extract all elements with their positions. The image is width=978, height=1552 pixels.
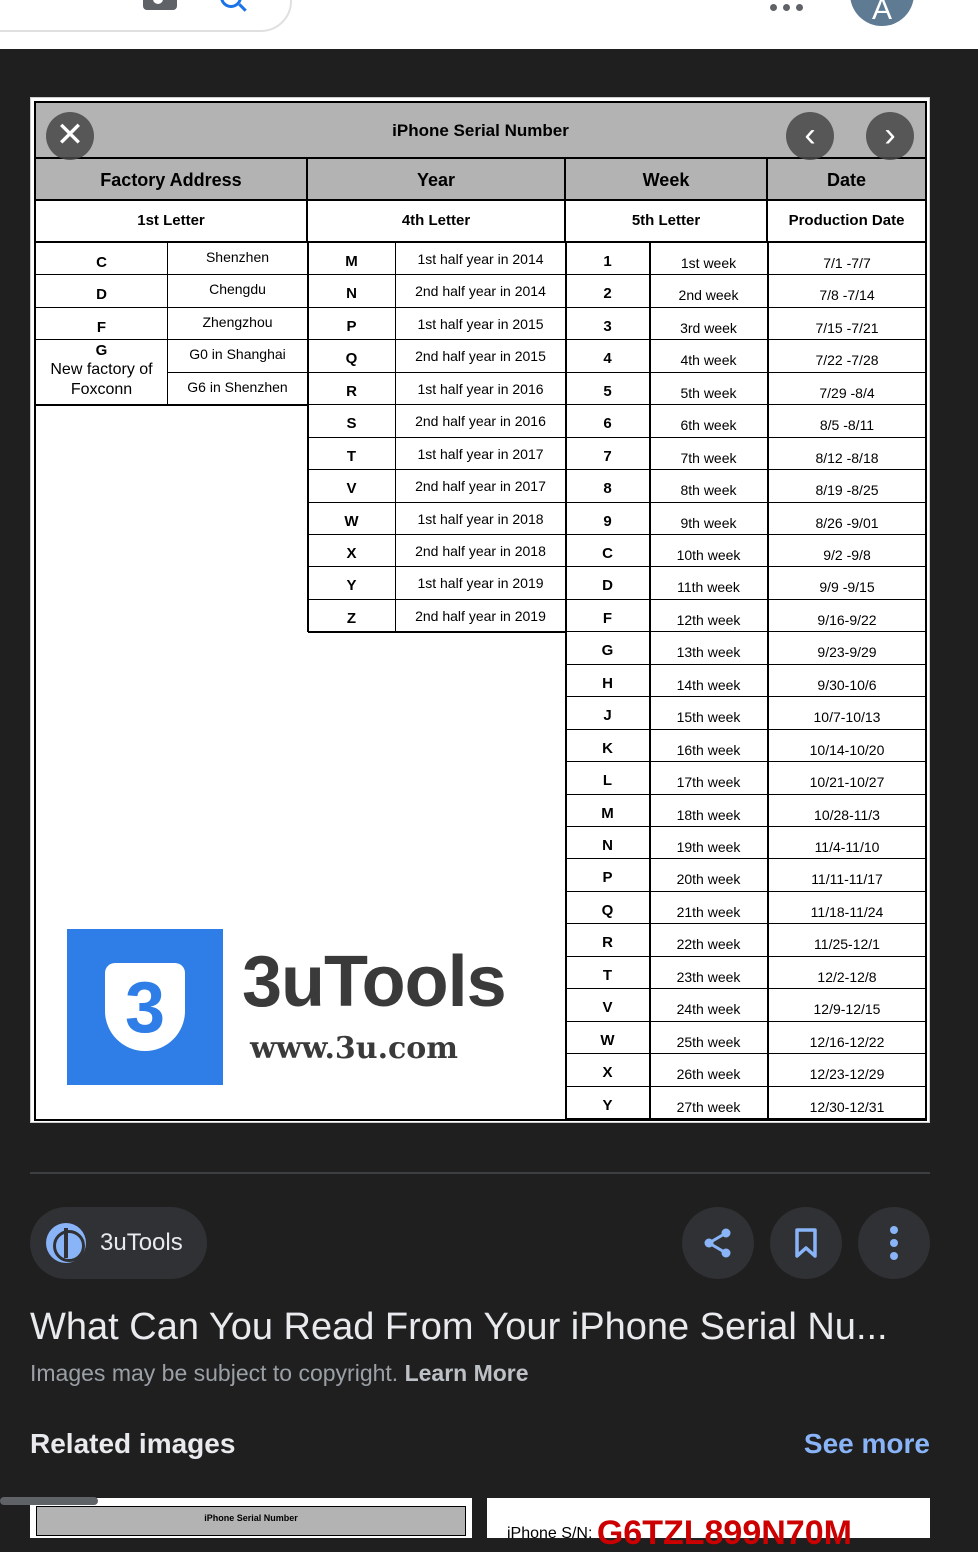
globe-icon (46, 1223, 86, 1263)
result-title[interactable]: What Can You Read From Your iPhone Serial Nu... (30, 1306, 888, 1348)
production-date: 7/1 -7/7 (768, 243, 927, 275)
serial-number-table (34, 101, 927, 1121)
factory-location: G0 in Shanghai (168, 340, 308, 372)
production-date: 11/11-11/17 (768, 859, 927, 891)
week-label: 16th week (650, 730, 768, 762)
factory-location: G6 in Shenzhen (168, 373, 308, 405)
factory-letter: C (36, 243, 168, 275)
production-date: 8/5 -8/11 (768, 405, 927, 437)
column-header: Week (566, 159, 768, 201)
year-label: 1st half year in 2015 (396, 308, 566, 340)
brand-name: 3uTools (242, 942, 506, 1022)
week-label: 20th week (650, 859, 768, 891)
year-letter: S (308, 405, 396, 437)
factory-location: Zhengzhou (168, 308, 308, 340)
factory-letter (36, 340, 168, 405)
bookmark-icon (790, 1227, 822, 1259)
week-letter: M (566, 795, 650, 827)
week-letter: X (566, 1054, 650, 1086)
year-letter: P (308, 308, 396, 340)
year-label: 2nd half year in 2017 (396, 470, 566, 502)
column-subheader: 4th Letter (308, 201, 566, 243)
production-date: 10/21-10/27 (768, 762, 927, 794)
year-label: 2nd half year in 2014 (396, 275, 566, 307)
week-letter: 3 (566, 308, 650, 340)
week-label: 17th week (650, 762, 768, 794)
week-label: 13th week (650, 632, 768, 664)
year-letter: V (308, 470, 396, 502)
factory-letter: D (36, 275, 168, 307)
production-date: 9/30-10/6 (768, 665, 927, 697)
week-letter: H (566, 665, 650, 697)
copyright-notice (30, 1360, 529, 1387)
week-label: 19th week (650, 827, 768, 859)
week-letter: 4 (566, 340, 650, 372)
factory-location: Shenzhen (168, 243, 308, 275)
year-letter: Y (308, 567, 396, 599)
year-letter: Q (308, 340, 396, 372)
production-date: 9/9 -9/15 (768, 567, 927, 599)
year-label: 2nd half year in 2016 (396, 405, 566, 437)
production-date: 8/19 -8/25 (768, 470, 927, 502)
week-label: 14th week (650, 665, 768, 697)
column-header: Year (308, 159, 566, 201)
week-label: 4th week (650, 340, 768, 372)
thumbnail-title: iPhone Serial Number (36, 1506, 466, 1536)
week-label: 11th week (650, 567, 768, 599)
week-letter: 7 (566, 438, 650, 470)
preview-image (30, 97, 930, 1123)
week-label: 7th week (650, 438, 768, 470)
see-more-link[interactable]: See more (803, 1428, 930, 1459)
factory-letter: F (36, 308, 168, 340)
week-label: 15th week (650, 697, 768, 729)
production-date: 11/4-11/10 (768, 827, 927, 859)
week-letter: Y (566, 1087, 650, 1119)
production-date: 9/2 -9/8 (768, 535, 927, 567)
save-button[interactable] (770, 1207, 842, 1279)
week-letter: 9 (566, 503, 650, 535)
year-letter: M (308, 243, 396, 275)
week-letter: Q (566, 892, 650, 924)
block-border (36, 404, 308, 406)
week-letter: 6 (566, 405, 650, 437)
factory-note: New factory of Foxconn (50, 361, 153, 399)
production-date: 7/15 -7/21 (768, 308, 927, 340)
week-label: 9th week (650, 503, 768, 535)
year-label: 1st half year in 2014 (396, 243, 566, 275)
year-label: 2nd half year in 2018 (396, 535, 566, 567)
week-label: 24th week (650, 989, 768, 1021)
week-letter: T (566, 957, 650, 989)
week-label: 22th week (650, 924, 768, 956)
related-images-heading: Related images (30, 1428, 236, 1459)
week-letter: V (566, 989, 650, 1021)
year-label: 1st half year in 2016 (396, 373, 566, 405)
production-date: 8/26 -9/01 (768, 503, 927, 535)
week-label: 10th week (650, 535, 768, 567)
learn-more-link[interactable]: Learn More (404, 1360, 529, 1386)
week-letter: 8 (566, 470, 650, 502)
production-date: 7/8 -7/14 (768, 275, 927, 307)
week-label: 8th week (650, 470, 768, 502)
3utools-logo (67, 929, 223, 1085)
year-letter: Z (308, 600, 396, 632)
thumbnail-text (507, 1508, 852, 1552)
week-label: 6th week (650, 405, 768, 437)
production-date: 12/9-12/15 (768, 989, 927, 1021)
close-button[interactable]: ✕ (46, 112, 94, 160)
brand-url: www.3u.com (250, 1031, 459, 1066)
column-divider (767, 243, 769, 1119)
year-letter: T (308, 438, 396, 470)
source-chip[interactable] (30, 1207, 207, 1279)
factory-letter-value: G (95, 342, 108, 360)
week-letter: P (566, 859, 650, 891)
week-label: 25th week (650, 1022, 768, 1054)
thumbnail-prefix: iPhone S/N: (507, 1525, 593, 1542)
week-letter: L (566, 762, 650, 794)
previous-image-button[interactable]: ‹ (786, 112, 834, 160)
week-letter: G (566, 632, 650, 664)
year-label: 2nd half year in 2015 (396, 340, 566, 372)
share-icon (702, 1227, 734, 1259)
week-letter: K (566, 730, 650, 762)
copyright-text: Images may be subject to copyright. (30, 1360, 399, 1386)
week-letter: 2 (566, 275, 650, 307)
production-date: 12/30-12/31 (768, 1087, 927, 1119)
year-label: 1st half year in 2017 (396, 438, 566, 470)
production-date: 7/29 -8/4 (768, 373, 927, 405)
week-letter: D (566, 567, 650, 599)
column-divider (649, 243, 651, 1119)
week-letter: C (566, 535, 650, 567)
week-letter: F (566, 600, 650, 632)
week-label: 23th week (650, 957, 768, 989)
production-date: 10/28-11/3 (768, 795, 927, 827)
column-subheader: 5th Letter (566, 201, 768, 243)
week-letter: J (566, 697, 650, 729)
production-date: 9/23-9/29 (768, 632, 927, 664)
lens-icon[interactable] (143, 0, 177, 10)
table-title: iPhone Serial Number (36, 103, 925, 159)
production-date: 7/22 -7/28 (768, 340, 927, 372)
year-label: 1st half year in 2019 (396, 567, 566, 599)
production-date: 11/18-11/24 (768, 892, 927, 924)
year-label: 2nd half year in 2019 (396, 600, 566, 632)
production-date: 10/14-10/20 (768, 730, 927, 762)
related-image-thumbnail[interactable] (487, 1498, 930, 1552)
week-label: 2nd week (650, 275, 768, 307)
week-label: 3rd week (650, 308, 768, 340)
production-date: 9/16-9/22 (768, 600, 927, 632)
divider (30, 1172, 930, 1174)
avatar[interactable]: A (850, 0, 914, 26)
week-letter: N (566, 827, 650, 859)
week-label: 18th week (650, 795, 768, 827)
column-divider (307, 243, 309, 632)
source-name: 3uTools (100, 1229, 183, 1256)
more-actions-button[interactable] (858, 1207, 930, 1279)
week-label: 26th week (650, 1054, 768, 1086)
week-label: 27th week (650, 1087, 768, 1119)
share-button[interactable] (682, 1207, 754, 1279)
year-letter: W (308, 503, 396, 535)
week-label: 1st week (650, 243, 768, 275)
column-header: Date (768, 159, 927, 201)
production-date: 12/23-12/29 (768, 1054, 927, 1086)
production-date: 10/7-10/13 (768, 697, 927, 729)
column-subheader: 1st Letter (36, 201, 308, 243)
production-date: 12/2-12/8 (768, 957, 927, 989)
top-bar (0, 0, 978, 49)
factory-location: Chengdu (168, 275, 308, 307)
year-letter: R (308, 373, 396, 405)
shield-logo-icon: 3 (105, 963, 185, 1051)
week-label: 21th week (650, 892, 768, 924)
week-letter: W (566, 1022, 650, 1054)
week-letter: 5 (566, 373, 650, 405)
more-options-icon[interactable] (768, 2, 808, 16)
week-letter: R (566, 924, 650, 956)
next-image-button[interactable]: › (866, 112, 914, 160)
column-header: Factory Address (36, 159, 308, 201)
week-letter: 1 (566, 243, 650, 275)
column-subheader: Production Date (768, 201, 927, 243)
production-date: 12/16-12/22 (768, 1022, 927, 1054)
block-border (308, 631, 566, 633)
week-label: 5th week (650, 373, 768, 405)
thumbnail-code: G6TZL899N70M (596, 1514, 852, 1552)
horizontal-scrollbar[interactable] (0, 1497, 98, 1505)
year-letter: N (308, 275, 396, 307)
production-date: 8/12 -8/18 (768, 438, 927, 470)
column-divider (565, 243, 567, 1119)
year-label: 1st half year in 2018 (396, 503, 566, 535)
week-label: 12th week (650, 600, 768, 632)
production-date: 11/25-12/1 (768, 924, 927, 956)
year-letter: X (308, 535, 396, 567)
